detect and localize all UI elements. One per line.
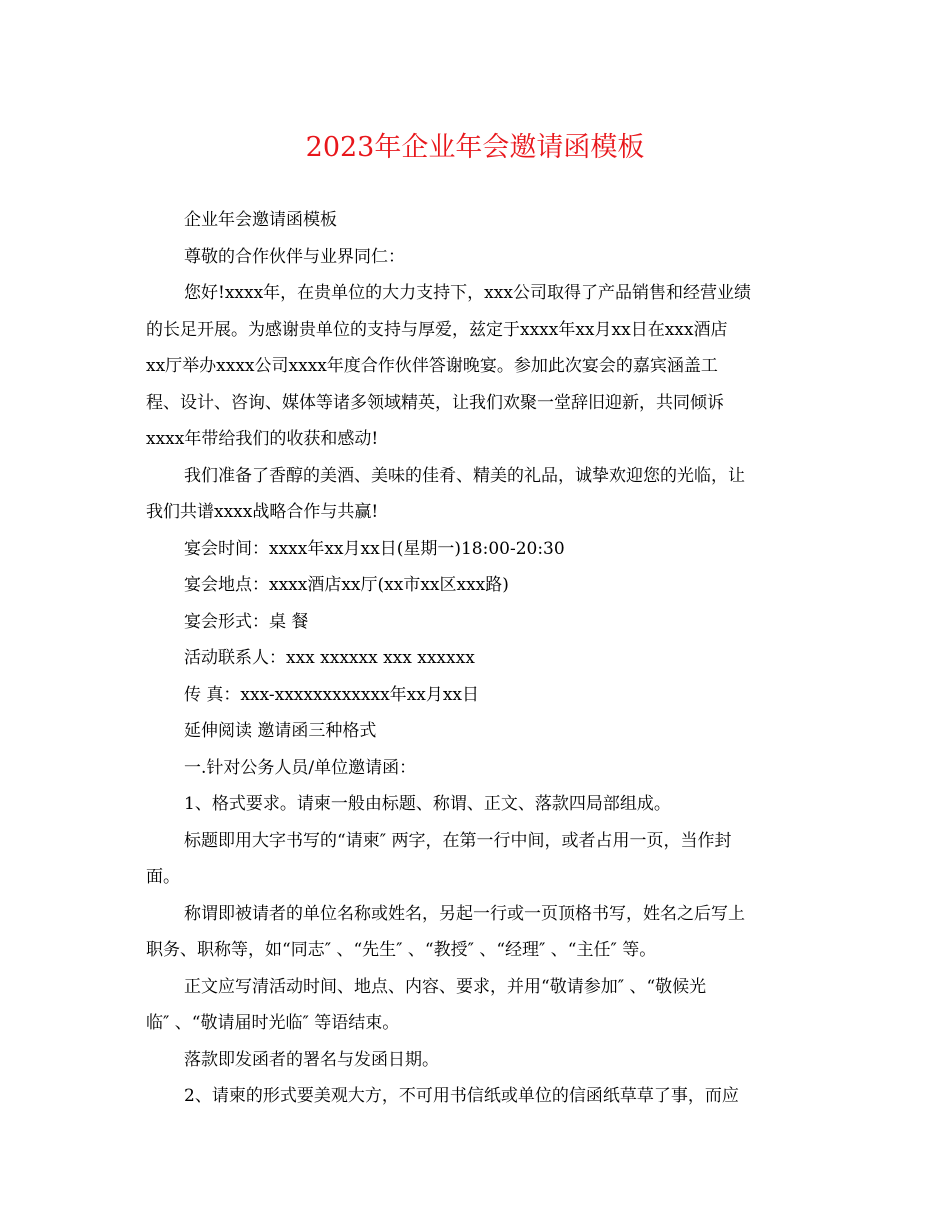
body-line: 1、格式要求。请柬一般由标题、称谓、正文、落款四局部组成。 bbox=[184, 794, 671, 814]
document-title: 2023年企业年会邀请函模板 bbox=[305, 132, 645, 163]
body-line: 您好!xxxx年，在贵单位的大力支持下，xxx公司取得了产品销售和经营业绩 bbox=[184, 283, 751, 303]
body-line: 的长足开展。为感谢贵单位的支持与厚爱，兹定于xxxx年xx月xx日在xxx酒店 bbox=[146, 319, 728, 340]
document-body bbox=[146, 202, 806, 1115]
body-line: 宴会地点：xxxx酒店xx厅(xx市xx区xxx路) bbox=[184, 575, 509, 595]
body-line: 标题即用大字书写的“请柬″ 两字，在第一行中间，或者占用一页，当作封 bbox=[184, 830, 732, 851]
body-line: 称谓即被请者的单位名称或姓名，另起一行或一页顶格书写，姓名之后写上 bbox=[184, 903, 745, 924]
body-line: 职务、职称等，如“同志″ 、“先生″ 、“教授″ 、“经理″ 、“主任″ 等。 bbox=[146, 940, 657, 960]
body-line: xxxx年带给我们的收获和感动! bbox=[146, 429, 379, 449]
body-line: 企业年会邀请函模板 bbox=[184, 210, 337, 230]
body-line: 尊敬的合作伙伴与业界同仁： bbox=[184, 246, 405, 267]
body-line: 宴会形式：桌 餐 bbox=[184, 611, 309, 632]
body-line: 2、请柬的形式要美观大方，不可用书信纸或单位的信函纸草草了事，而应 bbox=[184, 1086, 739, 1106]
body-line: 落款即发函者的署名与发函日期。 bbox=[184, 1049, 439, 1070]
body-line: 宴会时间：xxxx年xx月xx日(星期一)18:00-20:30 bbox=[184, 538, 565, 559]
body-line: 一.针对公务人员/单位邀请函： bbox=[184, 757, 417, 778]
body-line: 正文应写清活动时间、地点、内容、要求，并用“敬请参加″ 、“敬候光 bbox=[184, 976, 707, 997]
body-line: 传 真：xxx-xxxxxxxxxxxx年xx月xx日 bbox=[184, 684, 480, 705]
body-line: 程、设计、咨询、媒体等诸多领域精英，让我们欢聚一堂辞旧迎新，共同倾诉 bbox=[146, 392, 724, 413]
body-line: 面。 bbox=[146, 867, 180, 887]
body-line: 我们准备了香醇的美酒、美味的佳肴、精美的礼品，诚挚欢迎您的光临，让 bbox=[184, 465, 745, 486]
body-line: 延伸阅读 邀请函三种格式 bbox=[184, 721, 377, 741]
body-line: xx厅举办xxxx公司xxxx年度合作伙伴答谢晚宴。参加此次宴会的嘉宾涵盖工 bbox=[146, 356, 718, 376]
body-line: 活动联系人：xxx xxxxxx xxx xxxxxx bbox=[184, 648, 475, 668]
body-line: 我们共谱xxxx战略合作与共赢! bbox=[146, 502, 379, 522]
body-line: 临″ 、“敬请届时光临″ 等语结束。 bbox=[146, 1013, 400, 1033]
